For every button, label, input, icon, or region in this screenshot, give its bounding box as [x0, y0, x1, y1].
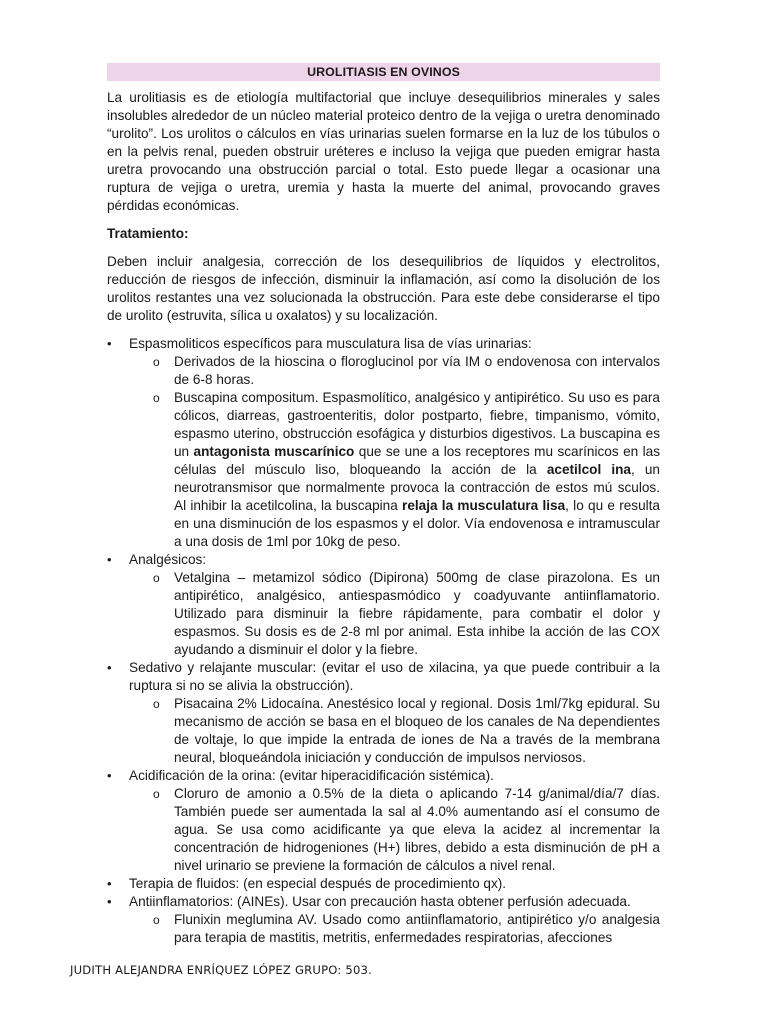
bullet-icon: •	[107, 876, 112, 891]
sub-item-text: que se une a los receptores mu scarínicos en las células del músculo liso, bloqueando la acción de la	[174, 444, 660, 477]
sub-bullet-icon: o	[153, 391, 160, 405]
sub-list	[129, 695, 660, 767]
sub-item-text: , lo qu e resulta en una disminución de los espasmos y el dolor. Vía endovenosa e intramuscular a una dosis de 1ml por 10kg de peso.	[174, 498, 660, 549]
sub-list	[129, 785, 660, 875]
sub-item-cloruro	[129, 785, 660, 875]
list-item-text: Antiinflamatorios: (AINEs). Usar con precaución hasta obtener perfusión adecuada.	[129, 894, 631, 909]
sub-bullet-icon: o	[153, 787, 160, 801]
list-item-text: Acidificación de la orina: (evitar hiperacidificación sistémica).	[129, 768, 494, 783]
bullet-icon: •	[107, 336, 112, 351]
list-item-text: Sedativo y relajante muscular: (evitar el uso de xilacina, ya que puede contribuir a la ruptura si no se alivia la obstrucción).	[129, 660, 660, 693]
tratamiento-heading: Tratamiento:	[107, 226, 189, 241]
sub-item-buscapina	[129, 389, 660, 551]
bold-text: relaja la musculatura lisa	[402, 498, 566, 513]
intro-paragraph: La urolitiasis es de etiología multifactorial que incluye desequilibrios minerales y sales insolubles alrededor de un núcleo material proteico dentro de la vejiga o uretra denominado “urolito”. Los urolitos o cálculos en vías urinarias suelen formarse en la luz de los túbulos o en la pelvis renal, pueden obstruir uréteres e incluso la vejiga que pueden emigrar hasta uretra provocando una obstrucción parcial o total. Esto puede llegar a ocasionar una ruptura de vejiga o uretra, uremia y hasta la muerte del animal, provocando graves pérdidas económicas.	[107, 90, 660, 213]
list-item-espasmoliticos	[107, 335, 660, 551]
sub-bullet-icon: o	[153, 355, 160, 369]
list-item-text: Terapia de fluidos: (en especial después de procedimiento qx).	[129, 876, 507, 891]
sub-item-hioscina	[129, 353, 660, 389]
sub-item-text: Vetalgina – metamizol sódico (Dipirona) 500mg de clase pirazolona. Es un antipirético, analgésico, antiespasmódico y coadyuvante antiinflamatorio. Utilizado para disminuir la fiebre rápidamente, para combatir el dolor y espasmos. Su dosis es de 2-8 ml por animal. Esta inhibe la acción de las COX ayudando a disminuir el dolor y la fiebre.	[174, 570, 660, 657]
bullet-icon: •	[107, 660, 112, 675]
sub-item-flunixin	[129, 911, 660, 947]
document-page	[107, 63, 660, 947]
list-item-antiinflamatorios	[107, 893, 660, 947]
sub-bullet-icon: o	[153, 913, 160, 927]
sub-item-text: , un neurotransmisor que normalmente provoca la contracción de estos mú sculos. Al inhibir la acetilcolina, la buscapina	[174, 462, 660, 513]
bullet-icon: •	[107, 552, 112, 567]
sub-item-text: Cloruro de amonio a 0.5% de la dieta o aplicando 7-14 g/animal/día/7 días. También puede ser aumentada la sal al 4.0% aumentando así el consumo de agua. Se usa como acidificante ya que eleva la acidez al incrementar la concentración de hidrogeniones (H+) libres, debido a esta disminución de pH a nivel urinario se previene la formación de cálculos a nivel renal.	[174, 786, 660, 873]
bullet-icon: •	[107, 768, 112, 783]
bullet-icon: •	[107, 894, 112, 909]
sub-list	[129, 353, 660, 551]
sub-list	[129, 911, 660, 947]
tratamiento-paragraph: Deben incluir analgesia, corrección de los desequilibrios de líquidos y electrolitos, reducción de riesgos de infección, disminuir la inflamación, así como la disolución de los urolitos restantes una vez solucionada la obstrucción. Para este debe considerarse el tipo de urolito (estruvita, sílica u oxalatos) y su localización.	[107, 254, 660, 323]
sub-bullet-icon: o	[153, 697, 160, 711]
page-footer: JUDITH ALEJANDRA ENRÍQUEZ LÓPEZ GRUPO: 503.	[70, 963, 372, 977]
sub-item-text: Pisacaina 2% Lidocaína. Anestésico local y regional. Dosis 1ml/7kg epidural. Su mecanismo de acción se basa en el bloqueo de los canales de Na dependientes de voltaje, lo que impide la entrada de iones de Na a través de la membrana neural, bloqueándola iniciación y conducción de impulsos nerviosos.	[174, 696, 660, 765]
sub-item-text: Buscapina compositum. Espasmolítico, analgésico y antipirético. Su uso es para cólicos, diarreas, gastroenteritis, dolor postparto, fiebre, timpanismo, vómito, espasmo uterino, obstrucción esofágica y disturbios digestivos. La buscapina es un	[174, 390, 660, 459]
bold-text: antagonista muscarínico	[193, 444, 355, 459]
list-item-fluidos	[107, 875, 660, 893]
list-item-acidificacion	[107, 767, 660, 875]
list-item-sedativo	[107, 659, 660, 767]
list-item-text: Analgésicos:	[129, 552, 207, 567]
sub-item-text: Derivados de la hioscina o floroglucinol por vía IM o endovenosa con intervalos de 6-8 horas.	[174, 354, 660, 387]
document-title: UROLITIASIS EN OVINOS	[107, 63, 660, 81]
sub-list	[129, 569, 660, 659]
list-item-text: Espasmoliticos específicos para musculatura lisa de vías urinarias:	[129, 336, 532, 351]
sub-bullet-icon: o	[153, 571, 160, 585]
sub-item-vetalgina	[129, 569, 660, 659]
bold-text: acetilcol ina	[546, 462, 631, 477]
sub-item-pisacaina	[129, 695, 660, 767]
sub-item-text: Flunixin meglumina AV. Usado como antiinflamatorio, antipirético y/o analgesia para terapia de mastitis, metritis, enfermedades respiratorias, afecciones	[174, 912, 660, 945]
list-item-analgesicos	[107, 551, 660, 659]
treatment-list	[107, 335, 660, 947]
